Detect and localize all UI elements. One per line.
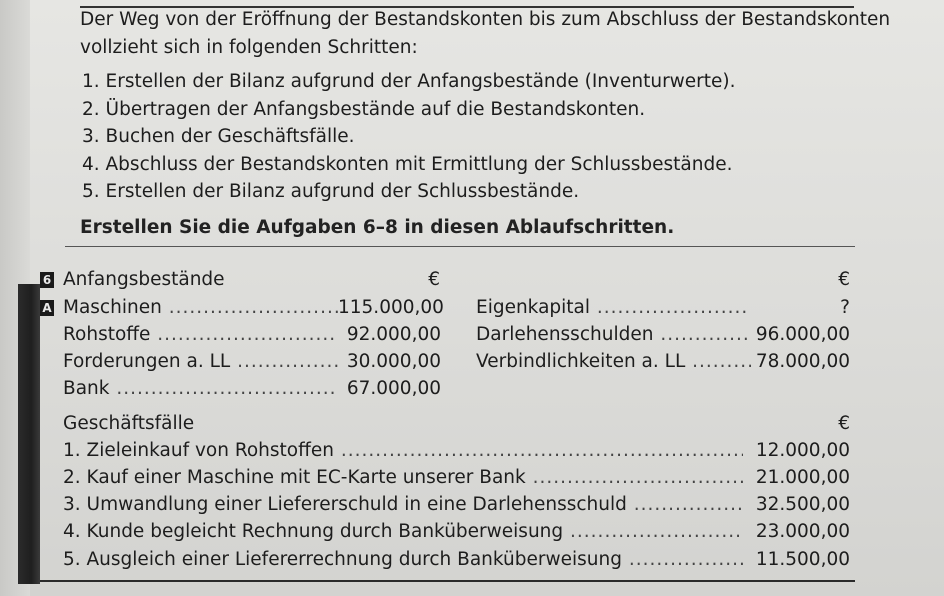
- intro-line-1: Der Weg von der Eröffnung der Bestandskonten bis zum Abschluss der Bestandskonten: [80, 9, 891, 30]
- liability-label: Darlehensschulden .....: [476, 323, 751, 347]
- currency-transactions: €: [838, 413, 850, 434]
- liability-value: 96.000,00: [755, 324, 850, 345]
- asset-label: Rohstoffe .....: [63, 323, 338, 347]
- step-4: 4. Abschluss der Bestandskonten mit Ermittlung der Schlussbestände.: [82, 154, 733, 175]
- liability-value: ?: [840, 297, 850, 318]
- transaction-value: 21.000,00: [755, 467, 850, 488]
- asset-value: 115.000,00: [338, 297, 444, 318]
- task-instruction: Erstellen Sie die Aufgaben 6–8 in diesen Ablaufschritten.: [80, 217, 675, 238]
- transaction-value: 23.000,00: [755, 521, 850, 542]
- transaction-label: 3. Umwandlung einer Liefererschuld in eine Darlehensschuld .....: [63, 493, 743, 517]
- exercise-side-bar: [18, 284, 40, 584]
- asset-value: 67.000,00: [346, 378, 441, 399]
- step-5: 5. Erstellen der Bilanz aufgrund der Schlussbestände.: [82, 181, 580, 202]
- transaction-label: 2. Kauf einer Maschine mit EC-Karte unserer Bank .....: [63, 466, 743, 490]
- liability-label: Eigenkapital .....: [476, 296, 746, 320]
- currency-liabilities: €: [838, 269, 850, 290]
- transaction-label: 4. Kunde begleicht Rechnung durch Banküberweisung .....: [63, 520, 743, 544]
- step-2: 2. Übertragen der Anfangsbestände auf die Bestandskonten.: [82, 99, 646, 120]
- asset-label: Bank .....: [63, 377, 338, 401]
- opening-balances-title: Anfangsbestände: [63, 269, 225, 290]
- transaction-value: 11.500,00: [755, 549, 850, 570]
- liability-value: 78.000,00: [755, 351, 850, 372]
- asset-value: 30.000,00: [346, 351, 441, 372]
- transaction-value: 12.000,00: [755, 440, 850, 461]
- liability-label: Verbindlichkeiten a. LL .....: [476, 350, 751, 374]
- transactions-title: Geschäftsfälle: [63, 413, 195, 434]
- intro-line-2: vollzieht sich in folgenden Schritten:: [80, 37, 418, 58]
- section-rule: [65, 246, 855, 247]
- exercise-number-badge: 6: [40, 272, 54, 288]
- asset-value: 92.000,00: [346, 324, 441, 345]
- bottom-rule: [40, 580, 855, 582]
- currency-assets: €: [428, 269, 440, 290]
- asset-label: Maschinen .....: [63, 296, 338, 320]
- transaction-value: 32.500,00: [755, 494, 850, 515]
- transaction-label: 5. Ausgleich einer Liefererrechnung durch Banküberweisung .....: [63, 548, 743, 572]
- transaction-label: 1. Zieleinkauf von Rohstoffen .....: [63, 439, 743, 463]
- asset-label: Forderungen a. LL .....: [63, 350, 338, 374]
- exercise-marker-badge: A: [40, 300, 54, 316]
- step-1: 1. Erstellen der Bilanz aufgrund der Anfangsbestände (Inventurwerte).: [82, 71, 736, 92]
- step-3: 3. Buchen der Geschäftsfälle.: [82, 126, 355, 147]
